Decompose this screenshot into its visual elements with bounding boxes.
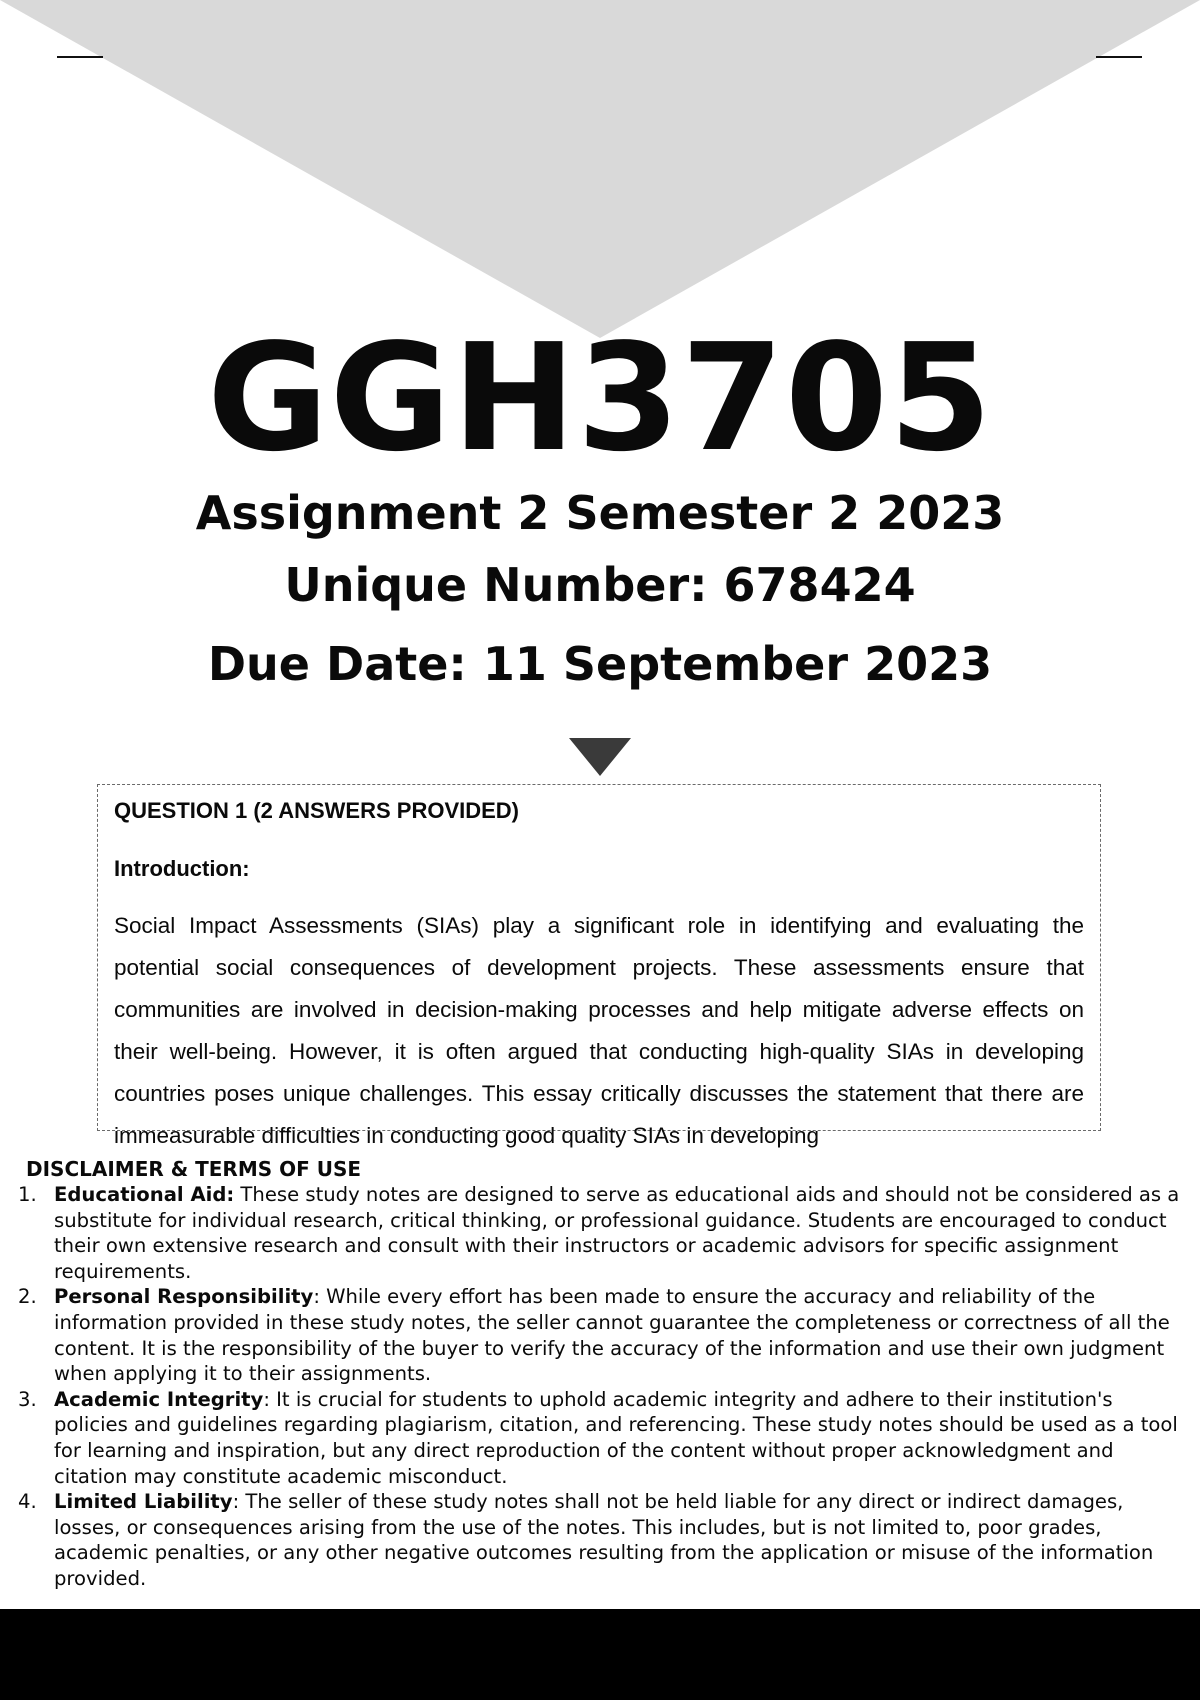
list-term: Educational Aid: <box>54 1183 235 1206</box>
corner-line-left <box>57 56 103 58</box>
corner-line-right <box>1096 56 1142 58</box>
introduction-heading: Introduction: <box>114 856 250 881</box>
list-term: Personal Responsibility <box>54 1285 314 1309</box>
introduction-text: Social Impact Assessments (SIAs) play a significant role in identifying and evaluating the potential social consequences of development projects. These assessments ensure that communities are involved in decision-making processes and help mitigate adverse effects on their well-being. However, it is often argued that conducting high-quality SIAs in developing countries poses unique challenges. This essay critically discusses the statement that there are immeasurable difficulties in conducting good quality SIAs in developing <box>114 913 1084 1148</box>
disclaimer-list <box>0 1182 1200 1592</box>
list-text: These study notes are designed to serve as educational aids and should not be considered as a substitute for individual research, critical thinking, or professional guidance. Students are encouraged to conduct their own extensive research and consult with their instructors or academic advisors for specific assignment requirements. <box>54 1183 1180 1283</box>
list-term: Academic Integrity <box>54 1387 264 1411</box>
disclaimer-title: DISCLAIMER & TERMS OF USE <box>26 1157 362 1181</box>
list-text: : While every effort has been made to ensure the accuracy and reliability of the information provided in these study notes, the seller cannot guarantee the completeness or correctness of all the content. It is the responsibility of the buyer to verify the accuracy of the information and use their own judgment when applying it to their assignments. <box>54 1285 1170 1386</box>
decorative-chevron-banner <box>0 0 1200 340</box>
list-term: Limited Liability <box>54 1490 233 1514</box>
assignment-line: Assignment 2 Semester 2 2023 <box>195 486 1005 540</box>
triangle-down-icon <box>569 738 631 776</box>
list-item <box>0 1387 1200 1489</box>
chevron-shape <box>0 0 1200 338</box>
bottom-black-bar <box>0 1609 1200 1700</box>
list-number: 1. <box>18 1183 37 1206</box>
course-code-title: GGH3705 <box>207 312 993 484</box>
list-item <box>0 1182 1200 1284</box>
list-text: : The seller of these study notes shall not be held liable for any direct or indirect damages, losses, or consequences arising from the use of the notes. This includes, but is not limited to, poor grades, academic penalties, or any other negative outcomes resulting from the application or misuse of the information provided. <box>54 1490 1154 1590</box>
due-date-line: Due Date: 11 September 2023 <box>207 637 993 691</box>
list-number: 4. <box>18 1490 37 1514</box>
list-text: : It is crucial for students to uphold academic integrity and adhere to their institution's policies and guidelines regarding plagiarism, citation, and referencing. These study notes should be used as a tool for learning and inspiration, but any direct reproduction of the content without proper acknowledgment and citation may constitute academic misconduct. <box>54 1387 1178 1488</box>
question-heading: QUESTION 1 (2 ANSWERS PROVIDED) <box>114 798 520 823</box>
unique-number-line: Unique Number: 678424 <box>284 558 916 612</box>
list-item <box>0 1284 1200 1386</box>
list-item <box>0 1489 1200 1591</box>
list-number: 3. <box>18 1387 37 1411</box>
answer-preview-box <box>97 784 1101 1148</box>
list-number: 2. <box>18 1285 37 1309</box>
disclaimer-section <box>0 1156 1200 1592</box>
